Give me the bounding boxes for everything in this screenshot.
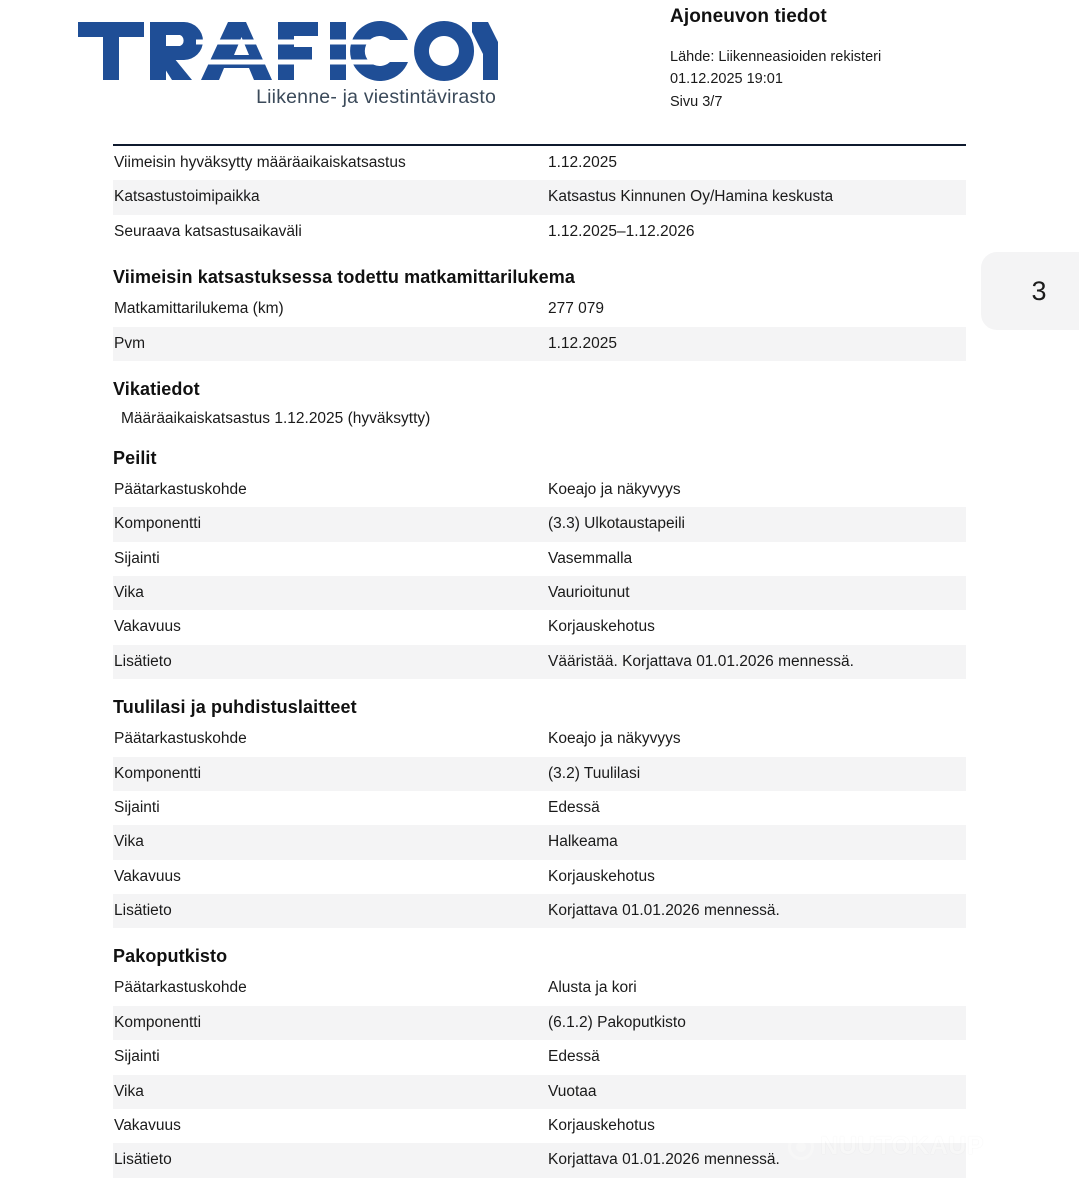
- table-row: [113, 180, 966, 214]
- watermark-text: NUUTOKAUP: [820, 1132, 984, 1160]
- row-value: Koeajo ja näkyvyys: [548, 730, 681, 748]
- row-label: Vika: [113, 1075, 545, 1109]
- row-label: Matkamittarilukema (km): [114, 300, 284, 318]
- document-meta: [670, 46, 1050, 113]
- odometer-table: [113, 292, 966, 361]
- row-label: Lisätieto: [113, 1143, 545, 1177]
- row-value: Alusta ja kori: [548, 979, 637, 997]
- fault-inspection-note: Määräaikaiskatsastus 1.12.2025 (hyväksytty): [121, 409, 431, 427]
- row-label: Pvm: [113, 327, 545, 361]
- row-label: Sijainti: [114, 798, 160, 816]
- row-value: Vaurioitunut: [545, 576, 966, 610]
- document-header: [0, 0, 1079, 132]
- row-value: 1.12.2025: [545, 327, 966, 361]
- row-label: Sijainti: [114, 1048, 160, 1066]
- table-row: [113, 1040, 966, 1074]
- table-row: [113, 791, 966, 825]
- row-value: 1.12.2025: [548, 154, 617, 171]
- section-title-odometer: Viimeisin katsastuksessa todettu matkamittarilukema: [113, 267, 575, 288]
- row-label: Vakavuus: [114, 867, 181, 885]
- row-label: Katsastustoimipaikka: [113, 180, 545, 214]
- row-label: Lisätieto: [113, 894, 545, 928]
- fault-table-windscreen: [113, 722, 966, 928]
- page-title: Ajoneuvon tiedot: [670, 6, 827, 27]
- section-title-windscreen: Tuulilasi ja puhdistuslaitteet: [113, 697, 357, 718]
- row-value: (6.1.2) Pakoputkisto: [545, 1006, 966, 1040]
- table-row: [113, 1075, 966, 1109]
- row-label: Lisätieto: [113, 645, 545, 679]
- row-value: 1.12.2025–1.12.2026: [548, 222, 695, 240]
- table-row: [113, 576, 966, 610]
- table-row: [113, 757, 966, 791]
- row-value: Korjattava 01.01.2026 mennessä.: [545, 1143, 966, 1177]
- section-title-mirrors: Peilit: [113, 447, 157, 468]
- table-row: [113, 327, 966, 361]
- table-row: [113, 215, 966, 249]
- row-label: Sijainti: [114, 549, 160, 567]
- table-row: [113, 825, 966, 859]
- row-value: Korjattava 01.01.2026 mennessä.: [545, 894, 966, 928]
- row-label: Vakavuus: [114, 1116, 181, 1134]
- row-label: Päätarkastuskohde: [114, 979, 247, 997]
- row-value: 277 079: [548, 300, 605, 318]
- table-row: [113, 860, 966, 894]
- row-value: (3.3) Ulkotaustapeili: [545, 507, 966, 541]
- timestamp: 01.12.2025 19:01: [670, 71, 783, 88]
- row-label: Päätarkastuskohde: [114, 730, 247, 748]
- table-row: [113, 507, 966, 541]
- row-label: Vakavuus: [114, 618, 181, 636]
- table-row: [113, 542, 966, 576]
- table-row: [113, 292, 966, 326]
- fault-table-exhaust: [113, 971, 966, 1177]
- row-value: Katsastus Kinnunen Oy/Hamina keskusta: [545, 180, 966, 214]
- table-row: [113, 1006, 966, 1040]
- table-row: [113, 645, 966, 679]
- inspection-summary-table: [113, 146, 966, 249]
- row-value: Korjauskehotus: [548, 1116, 655, 1134]
- row-label: Päätarkastuskohde: [114, 480, 247, 498]
- row-value: (3.2) Tuulilasi: [545, 757, 966, 791]
- row-label: Komponentti: [113, 507, 545, 541]
- row-value: Korjauskehotus: [548, 618, 655, 636]
- page-number-badge: 3: [981, 252, 1079, 330]
- table-row: [113, 610, 966, 644]
- page-indicator: Sivu 3/7: [670, 93, 723, 110]
- document-body: [0, 144, 1079, 1187]
- table-row: [113, 971, 966, 1005]
- row-value: Vääristää. Korjattava 01.01.2026 mennessä.: [545, 645, 966, 679]
- table-row: [113, 722, 966, 756]
- row-label: Vika: [113, 825, 545, 859]
- row-value: Vuotaa: [545, 1075, 966, 1109]
- table-row: [113, 1109, 966, 1143]
- row-label: Viimeisin hyväksytty määräaikaiskatsastus: [114, 154, 406, 171]
- header-right-block: [670, 6, 1050, 113]
- table-row: [113, 146, 966, 180]
- table-row: [113, 473, 966, 507]
- logo-tagline: Liikenne- ja viestintävirasto: [256, 86, 496, 108]
- traficom-wordmark-icon: [78, 18, 498, 84]
- section-title-faults: Vikatiedot: [113, 378, 200, 399]
- section-title-exhaust: Pakoputkisto: [113, 946, 228, 967]
- fault-table-mirrors: [113, 473, 966, 679]
- row-value: Korjauskehotus: [548, 867, 655, 885]
- row-label: Komponentti: [113, 757, 545, 791]
- row-label: Komponentti: [113, 1006, 545, 1040]
- traficom-logo: [78, 18, 498, 109]
- row-value: Halkeama: [545, 825, 966, 859]
- table-row: [113, 1143, 966, 1177]
- row-value: Edessä: [548, 798, 600, 816]
- row-value: Koeajo ja näkyvyys: [548, 480, 681, 498]
- row-value: Edessä: [548, 1048, 600, 1066]
- source-line: Lähde: Liikenneasioiden rekisteri: [670, 49, 882, 65]
- row-value: Vasemmalla: [548, 549, 633, 567]
- table-row: [113, 894, 966, 928]
- row-label: Vika: [113, 576, 545, 610]
- row-label: Seuraava katsastusaikaväli: [114, 222, 302, 240]
